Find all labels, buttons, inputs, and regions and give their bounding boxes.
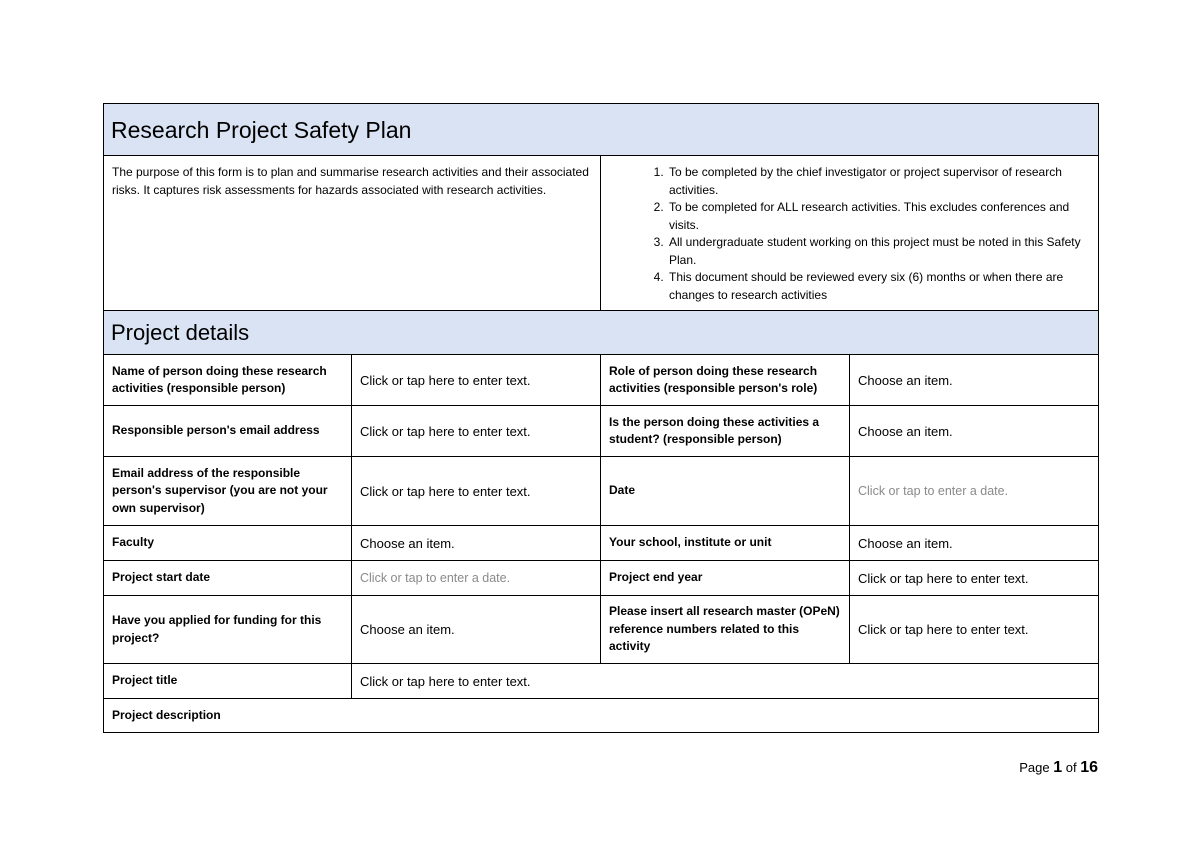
responsible-person-role-label: Role of person doing these research activities (responsible person's role) — [601, 355, 850, 406]
form-title: Research Project Safety Plan — [104, 104, 1099, 156]
is-student-dropdown[interactable]: Choose an item. — [850, 406, 1099, 457]
funding-label: Have you applied for funding for this project? — [104, 596, 352, 664]
start-date-picker-field[interactable]: Click or tap to enter a date. — [352, 561, 601, 596]
instruction-item: 1. To be completed by the chief investigator or project supervisor of research activities. — [667, 164, 1090, 199]
end-year-label: Project end year — [601, 561, 850, 596]
purpose-text: The purpose of this form is to plan and summarise research activities and their associated risks. It captures risk assessments for hazards associated with research activities. — [104, 156, 601, 311]
page-current: 1 — [1053, 759, 1063, 776]
safety-plan-table — [103, 103, 1099, 733]
instructions-cell — [601, 156, 1099, 311]
school-dropdown[interactable]: Choose an item. — [850, 526, 1099, 561]
page-total: 16 — [1080, 759, 1098, 776]
responsible-email-label: Responsible person's email address — [104, 406, 352, 457]
page-separator: of — [1065, 760, 1077, 775]
responsible-person-name-label: Name of person doing these research activities (responsible person) — [104, 355, 352, 406]
is-student-label: Is the person doing these activities a student? (responsible person) — [601, 406, 850, 457]
instruction-item: 2. To be completed for ALL research activities. This excludes conferences and visits. — [667, 199, 1090, 234]
funding-dropdown[interactable]: Choose an item. — [352, 596, 601, 664]
reference-numbers-label: Please insert all research master (OPeN) reference numbers related to this activity — [601, 596, 850, 664]
responsible-email-field[interactable]: Click or tap here to enter text. — [352, 406, 601, 457]
end-year-field[interactable]: Click or tap here to enter text. — [850, 561, 1099, 596]
date-label: Date — [601, 457, 850, 526]
supervisor-email-label: Email address of the responsible person's supervisor (you are not your own supervisor) — [104, 457, 352, 526]
faculty-label: Faculty — [104, 526, 352, 561]
instructions-list — [609, 164, 1090, 304]
section-heading-project-details: Project details — [104, 311, 1099, 355]
date-picker-field[interactable]: Click or tap to enter a date. — [850, 457, 1099, 526]
start-date-label: Project start date — [104, 561, 352, 596]
faculty-dropdown[interactable]: Choose an item. — [352, 526, 601, 561]
project-title-field[interactable]: Click or tap here to enter text. — [352, 664, 1099, 699]
page-prefix: Page — [1019, 760, 1050, 775]
reference-numbers-field[interactable]: Click or tap here to enter text. — [850, 596, 1099, 664]
supervisor-email-field[interactable]: Click or tap here to enter text. — [352, 457, 601, 526]
responsible-person-name-field[interactable]: Click or tap here to enter text. — [352, 355, 601, 406]
school-label: Your school, institute or unit — [601, 526, 850, 561]
project-description-label: Project description — [104, 699, 1099, 733]
page-number-footer — [1019, 759, 1098, 777]
responsible-person-role-dropdown[interactable]: Choose an item. — [850, 355, 1099, 406]
instruction-item: 3. All undergraduate student working on this project must be noted in this Safety Plan. — [667, 234, 1090, 269]
instruction-item: 4. This document should be reviewed every six (6) months or when there are changes to research activities — [667, 269, 1090, 304]
project-title-label: Project title — [104, 664, 352, 699]
